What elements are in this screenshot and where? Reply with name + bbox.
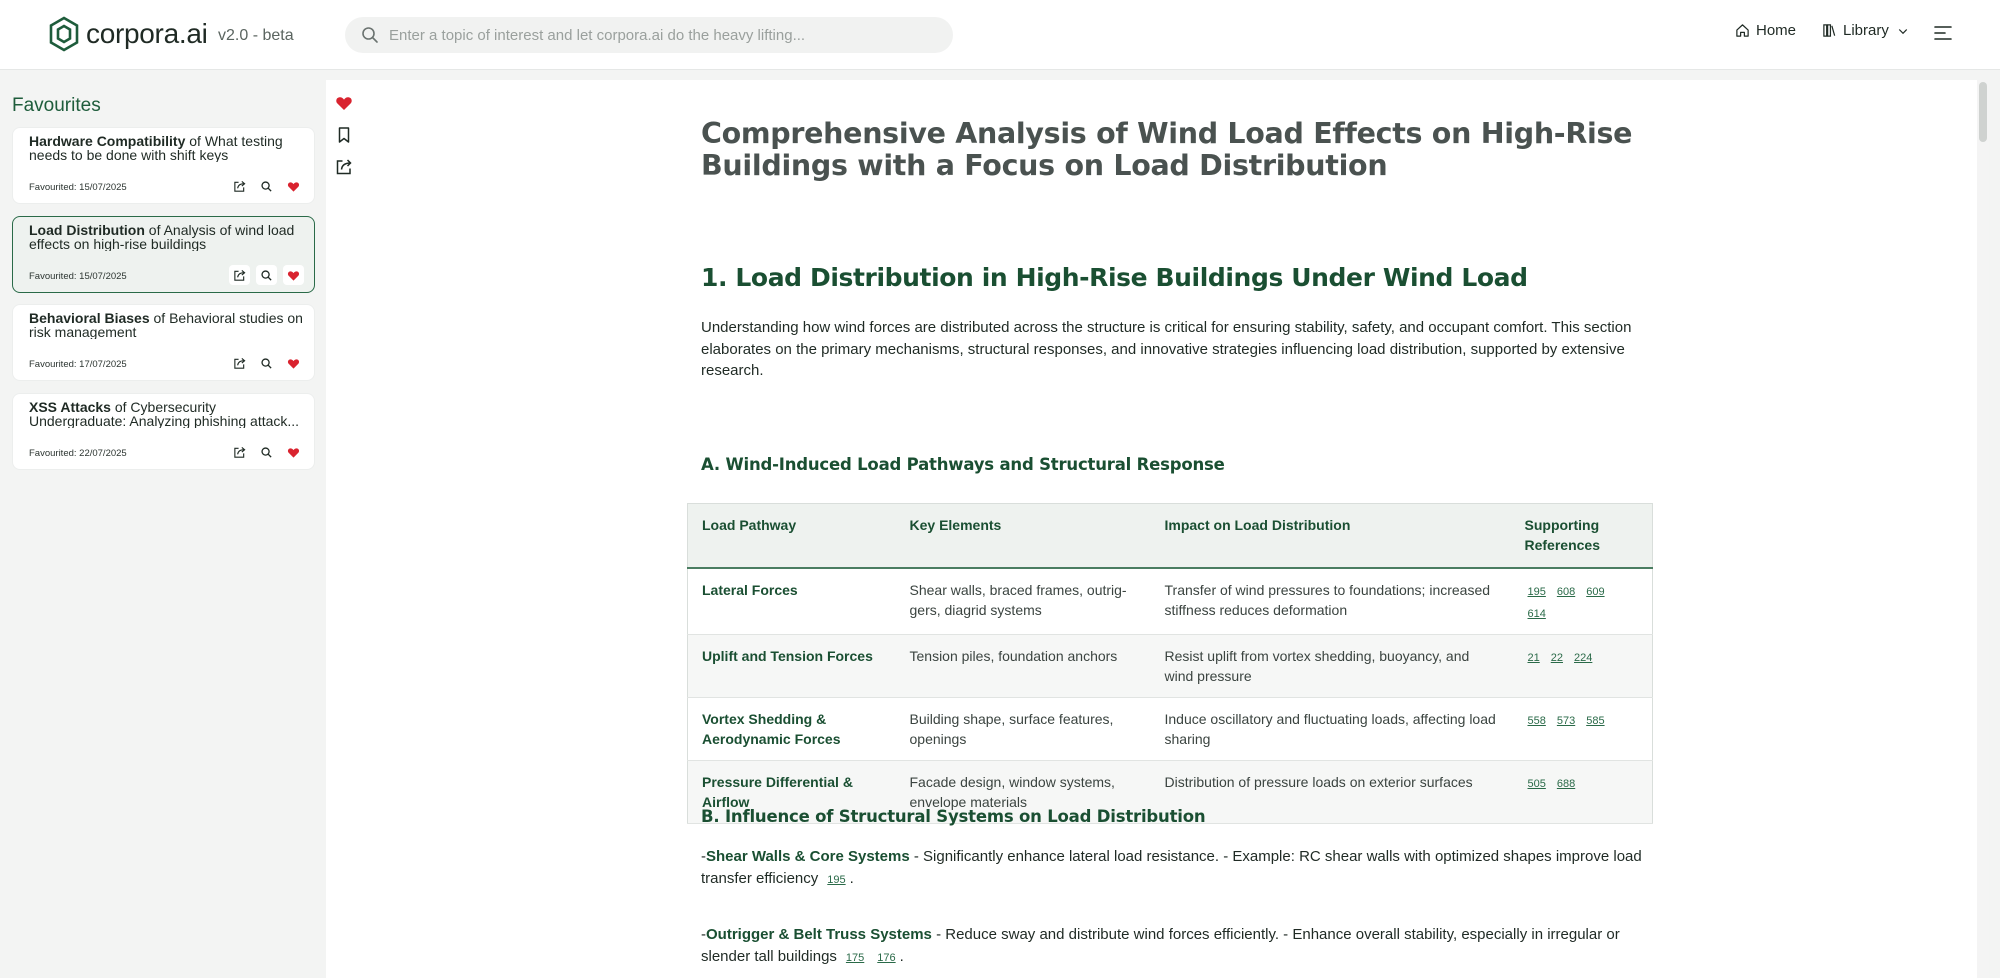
section-heading: 1. Load Distribution in High-Rise Buildings Under Wind Load <box>701 263 1528 292</box>
favourite-date: Favourited: 17/07/2025 <box>29 359 127 370</box>
table-cell: Facade design, window systems, envelope materials <box>896 760 1151 823</box>
table-cell: Lateral Forces <box>688 568 896 635</box>
reference-cell <box>1511 697 1653 760</box>
reference-link[interactable]: 22 <box>1550 651 1563 664</box>
share-icon <box>233 180 246 193</box>
main-scrollbar[interactable] <box>1977 80 1989 978</box>
column-header: Supporting References <box>1511 504 1653 568</box>
share-button[interactable] <box>229 265 250 285</box>
table-cell: Distribution of pressure loads on exterior surfaces <box>1151 760 1511 823</box>
bookmark-button[interactable] <box>333 124 355 146</box>
favourite-card[interactable] <box>12 304 315 381</box>
bullet-end: . <box>899 947 904 965</box>
share-button[interactable] <box>333 156 355 178</box>
heart-icon <box>287 357 300 370</box>
reference-link[interactable]: 21 <box>1527 651 1540 664</box>
bullet-paragraph <box>701 846 1651 891</box>
favourite-actions <box>229 353 304 373</box>
chevron-down-icon <box>1897 25 1909 37</box>
reference-link[interactable]: 573 <box>1556 714 1576 727</box>
app-header <box>0 0 2000 70</box>
favourite-actions <box>229 176 304 196</box>
reference-link[interactable]: 558 <box>1527 714 1546 727</box>
column-header: Impact on Load Distribution <box>1151 504 1511 568</box>
unfavourite-button[interactable] <box>283 176 304 196</box>
table-row <box>688 634 1653 697</box>
table-cell: Building shape, surface features, openings <box>896 697 1151 760</box>
search-input[interactable] <box>389 27 929 44</box>
favourites-sidebar <box>0 71 326 978</box>
favourite-card[interactable] <box>12 393 315 470</box>
reference-link[interactable]: 175 <box>845 951 865 964</box>
unfavourite-button[interactable] <box>283 265 304 285</box>
subsection-heading-a: A. Wind-Induced Load Pathways and Structural Response <box>701 455 1225 474</box>
favourite-text <box>29 134 304 162</box>
favourite-context: of Behavioral studies on risk management <box>29 311 303 339</box>
home-icon <box>1735 23 1750 38</box>
document-title: Comprehensive Analysis of Wind Load Effects on High-Rise Buildings with a Focus on Load Distribution <box>701 117 1633 182</box>
reference-link[interactable]: 195 <box>1527 585 1546 598</box>
table-cell: Uplift and Tension Forces <box>688 634 896 697</box>
reference-cell <box>1511 634 1653 697</box>
search-button[interactable] <box>256 353 277 373</box>
favourite-card[interactable] <box>12 127 315 204</box>
search-bar[interactable] <box>345 17 953 53</box>
favourite-text <box>29 223 304 251</box>
bullet-lead: - <box>701 926 706 943</box>
brand-name: corpora.ai <box>86 18 208 49</box>
table-header-row <box>688 504 1653 568</box>
bullet-paragraph <box>701 924 1651 969</box>
favourite-topic: Load Distribution <box>29 223 145 238</box>
favourite-text <box>29 311 304 339</box>
reference-cell <box>1511 760 1653 823</box>
table-cell: Shear walls, braced frames, outrig-gers, diagrid systems <box>896 568 1151 635</box>
reference-link[interactable]: 608 <box>1556 585 1576 598</box>
subsection-heading-b: B. Influence of Structural Systems on Load Distribution <box>701 807 1206 826</box>
favourite-actions <box>229 265 304 285</box>
table-row <box>688 697 1653 760</box>
heart-icon <box>287 180 300 193</box>
unfavourite-button[interactable] <box>283 353 304 373</box>
reference-link[interactable]: 176 <box>877 951 896 964</box>
reference-link[interactable]: 224 <box>1574 651 1593 664</box>
nav-library-label: Library <box>1843 22 1889 39</box>
table-row <box>688 568 1653 635</box>
hamburger-menu-icon[interactable] <box>1934 25 1952 41</box>
table-cell: Transfer of wind pressures to foundations; increased stiffness reduces deformation <box>1151 568 1511 635</box>
share-icon <box>233 446 246 459</box>
favourite-text <box>29 400 304 428</box>
bullet-text: - Reduce sway and distribute wind forces efficiently. - Enhance overall stability, especially in irregular or slender tall buildings <box>701 926 1620 965</box>
column-header: Key Elements <box>896 504 1151 568</box>
library-icon <box>1822 23 1837 38</box>
favourite-topic: XSS Attacks <box>29 400 111 415</box>
sidebar-title: Favourites <box>12 95 101 116</box>
favourite-date: Favourited: 15/07/2025 <box>29 182 127 193</box>
favourite-date: Favourited: 22/07/2025 <box>29 448 127 459</box>
table-cell: Tension piles, foundation anchors <box>896 634 1151 697</box>
favourite-topic: Hardware Compatibility <box>29 134 186 149</box>
unfavourite-button[interactable] <box>283 442 304 462</box>
reference-link[interactable]: 614 <box>1527 607 1546 620</box>
load-pathway-table <box>687 503 1653 824</box>
search-button[interactable] <box>256 176 277 196</box>
search-button[interactable] <box>256 265 277 285</box>
search-button[interactable] <box>256 442 277 462</box>
bullet-text: - Significantly enhance lateral load resistance. - Example: RC shear walls with optimized shapes improve load transfer efficiency <box>701 848 1642 887</box>
table-cell: Induce oscillatory and fluctuating loads, affecting load sharing <box>1151 697 1511 760</box>
favourite-button[interactable] <box>333 92 355 114</box>
hexagon-logo-icon <box>48 16 80 52</box>
intro-paragraph: Understanding how wind forces are distributed across the structure is critical for ensuring stability, safety, and occupant comfort. This section elaborates on the primary mechanisms, structural responses, and innovative strategies influencing load distribution, supported by extensive research. <box>701 319 1632 379</box>
search-icon <box>361 26 379 44</box>
heart-icon <box>335 94 353 112</box>
favourite-card[interactable] <box>12 216 315 293</box>
share-icon <box>233 269 246 282</box>
bookmark-icon <box>335 126 353 144</box>
bullet-lead: - <box>701 848 706 865</box>
bullet-end: . <box>849 869 854 887</box>
heart-icon <box>287 446 300 459</box>
share-icon <box>335 158 353 176</box>
reference-link[interactable]: 609 <box>1586 585 1605 598</box>
favourite-date: Favourited: 15/07/2025 <box>29 271 127 282</box>
reference-cell <box>1511 568 1653 635</box>
favourite-context: of Analysis of wind load effects on high-rise buildings <box>29 223 295 251</box>
share-button[interactable] <box>229 442 250 462</box>
search-icon <box>260 180 273 193</box>
nav-home-label: Home <box>1756 22 1797 39</box>
table-cell: Resist uplift from vortex shedding, buoyancy, and wind pressure <box>1151 634 1511 697</box>
favourite-context: of Cybersecurity Undergraduate: Analyzing phishing attack... <box>29 400 300 428</box>
scrollbar-thumb[interactable] <box>1979 82 1987 142</box>
reference-link[interactable]: 585 <box>1586 714 1605 727</box>
table-cell: Pressure Differential & Airflow <box>688 760 896 823</box>
search-icon <box>260 446 273 459</box>
document-panel <box>326 80 1981 978</box>
favourite-context: of What testing needs to be done with shift keys <box>29 134 283 162</box>
column-header: Load Pathway <box>688 504 896 568</box>
heart-icon <box>287 269 300 282</box>
favourite-actions <box>229 442 304 462</box>
reference-link[interactable]: 688 <box>1556 777 1576 790</box>
brand-logo[interactable] <box>48 16 208 52</box>
bullet-heading: Shear Walls & Core Systems <box>706 848 910 865</box>
table-cell: Vortex Shedding & Aerodynamic Forces <box>688 697 896 760</box>
document-content <box>701 117 1651 965</box>
nav-home[interactable] <box>1735 22 1796 39</box>
search-icon <box>260 269 273 282</box>
search-icon <box>260 357 273 370</box>
share-button[interactable] <box>229 176 250 196</box>
version-label: v2.0 - beta <box>218 27 294 44</box>
reference-link[interactable]: 505 <box>1527 777 1546 790</box>
share-button[interactable] <box>229 353 250 373</box>
favourite-topic: Behavioral Biases <box>29 311 150 326</box>
nav-library[interactable] <box>1822 22 1915 39</box>
share-icon <box>233 357 246 370</box>
reference-link[interactable]: 195 <box>827 873 846 886</box>
bullet-heading: Outrigger & Belt Truss Systems <box>706 926 932 943</box>
